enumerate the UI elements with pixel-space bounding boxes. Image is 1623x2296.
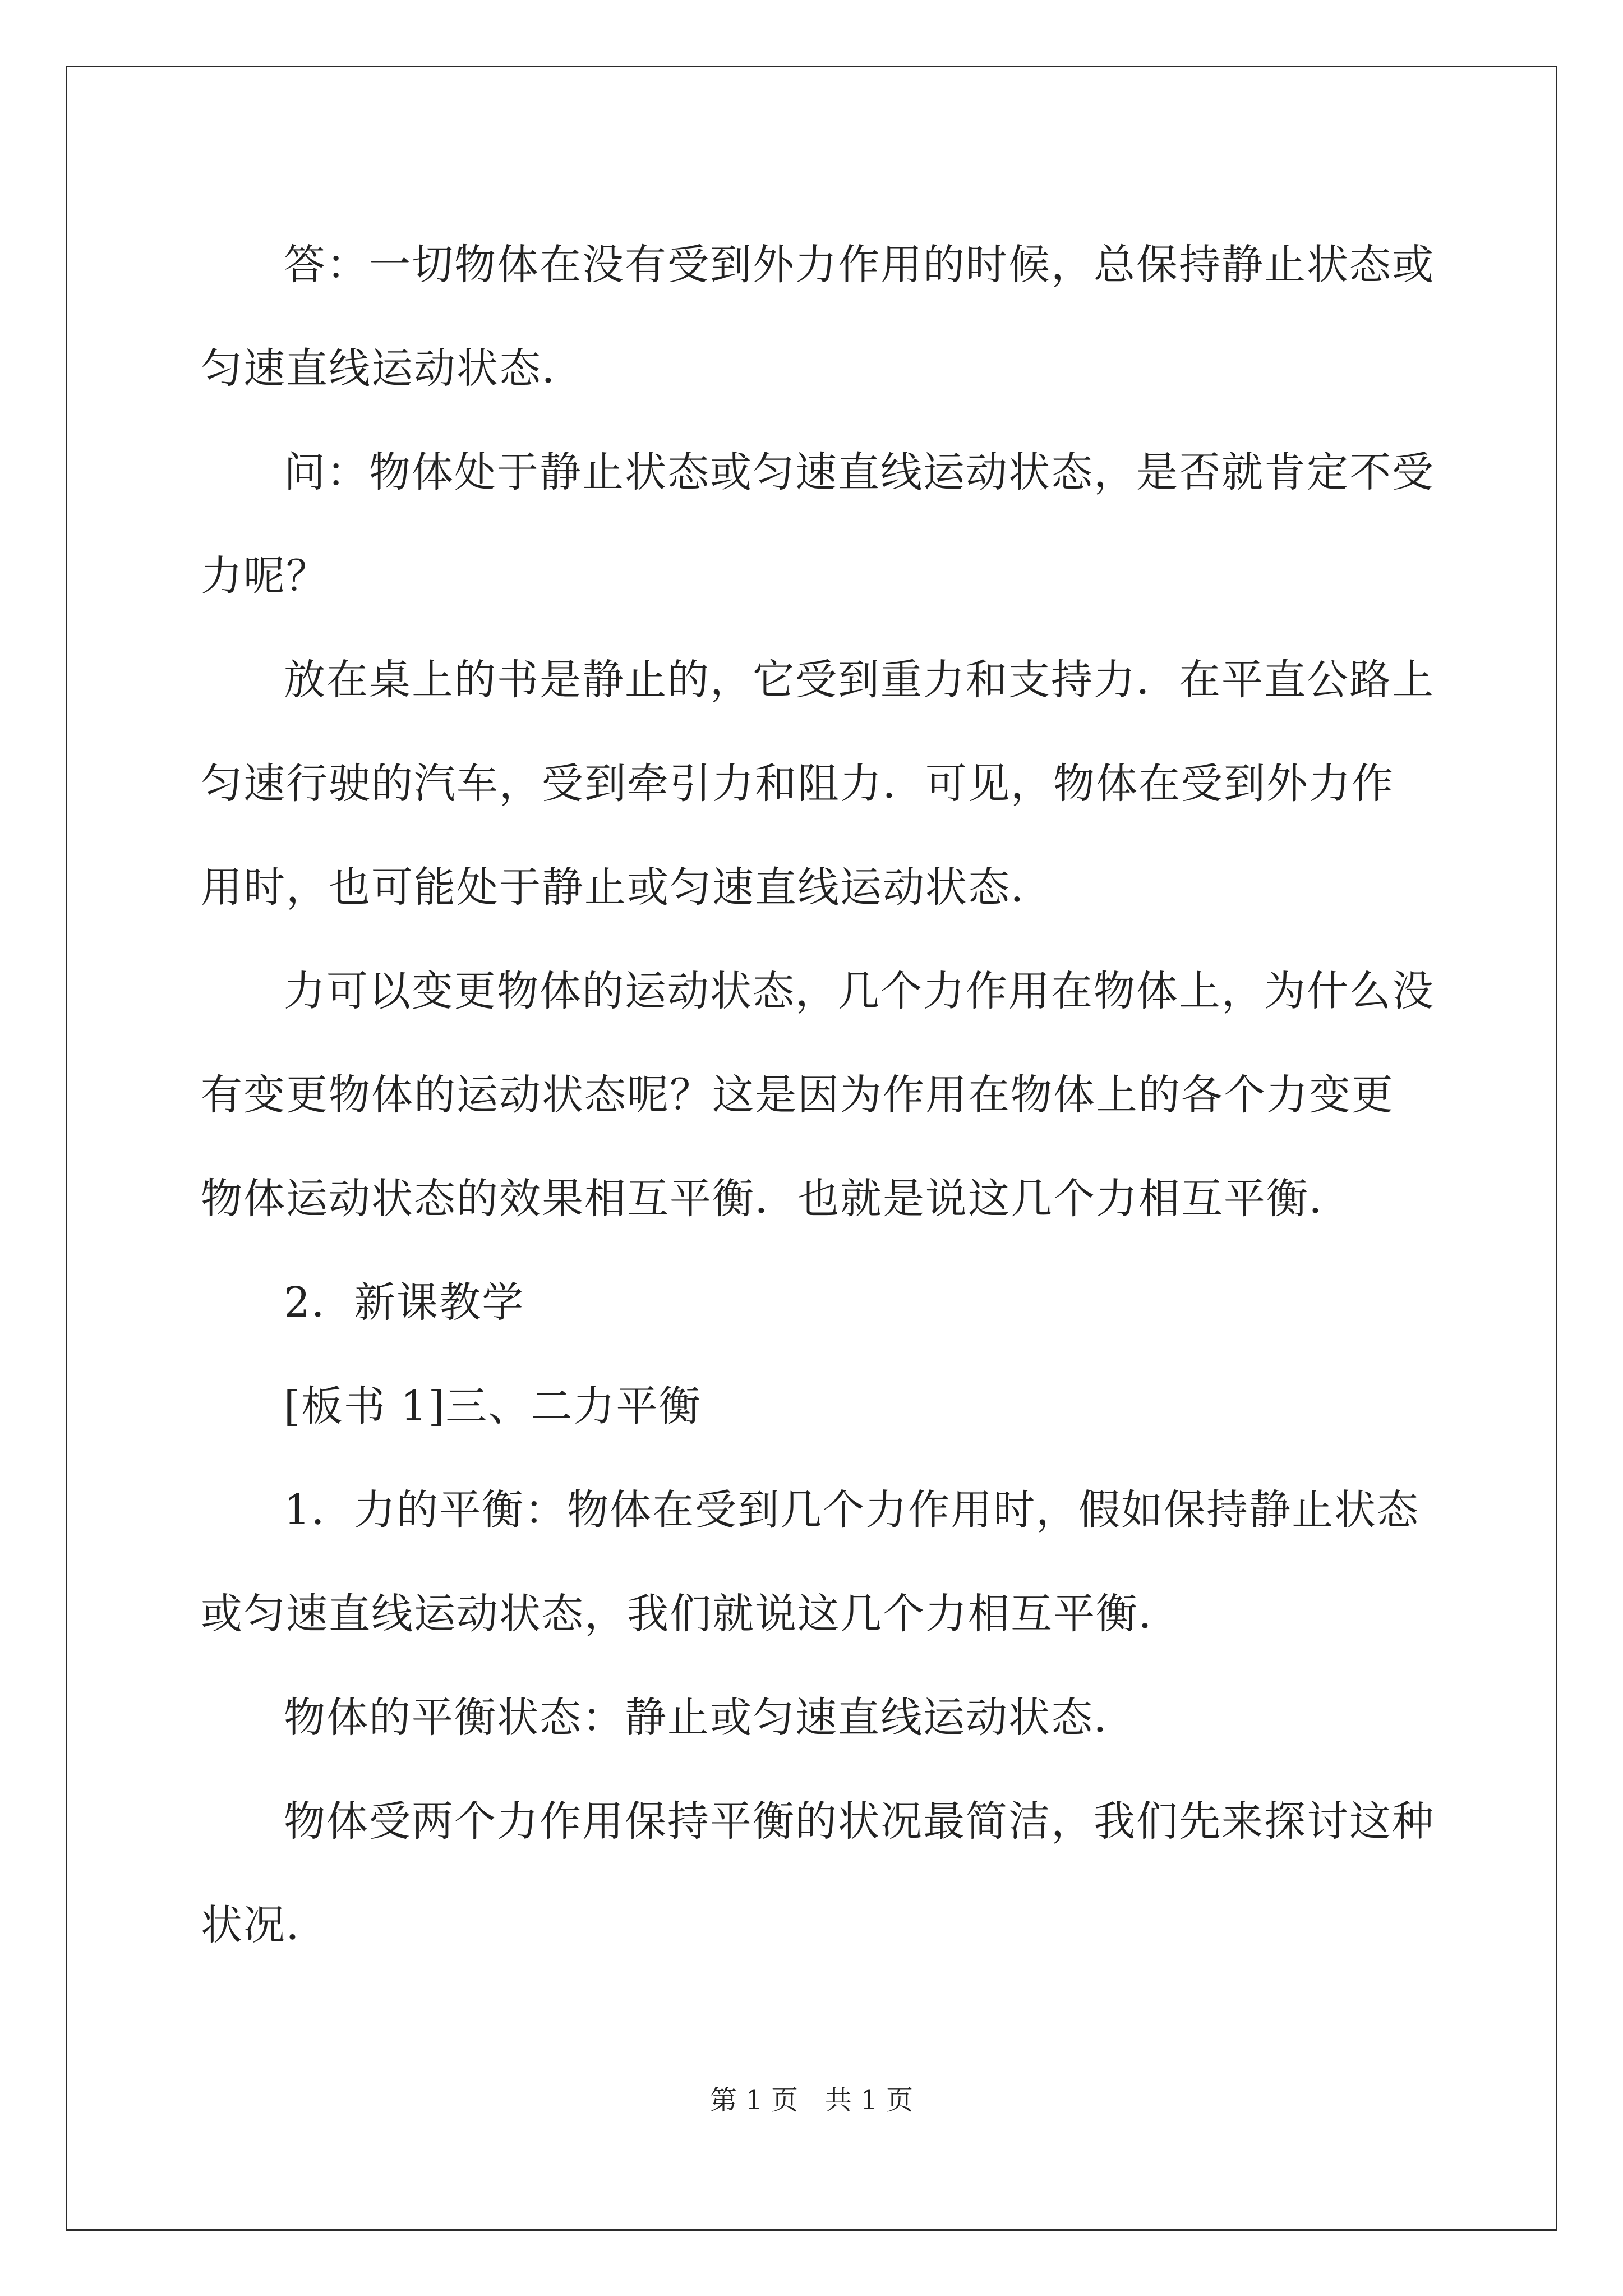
paragraph-force-balance-definition: 1．力的平衡：物体在受到几个力作用时，假如保持静止状态或匀速直线运动状态，我们就说这几个力相互平衡． [201, 1486, 1420, 1638]
page-number-footer: 第 1 页 共 1 页 [709, 2085, 914, 2116]
paragraph-two-forces-case: 物体受两个力作用保持平衡的状况最简洁，我们先来探讨这种状况． [201, 1797, 1435, 1949]
board-heading-two-force-balance: [板书 1]三、二力平衡 [284, 1382, 702, 1430]
paragraph-force-balance-intro: 力可以变更物体的运动状态，几个力作用在物体上，为什么没有变更物体的运动状态呢？这是因为作用在物体上的各个力变更物体运动状态的效果相互平衡．也就是说这几个力相互平衡． [201, 967, 1435, 1223]
section-heading-new-lesson: 2．新课教学 [284, 1278, 525, 1327]
paragraph-book-example: 放在桌上的书是静止的，它受到重力和支持力．在平直公路上匀速行驶的汽车，受到牵引力和阻力．可见，物体在受到外力作用时，也可能处于静止或匀速直线运动状态． [201, 656, 1435, 912]
paragraph-answer: 答：一切物体在没有受到外力作用的时候，总保持静止状态或匀速直线运动状态． [201, 241, 1435, 393]
paragraph-question: 问：物体处于静止状态或匀速直线运动状态，是否就肯定不受力呢？ [201, 448, 1435, 600]
paragraph-equilibrium-state: 物体的平衡状态：静止或匀速直线运动状态． [284, 1694, 1136, 1742]
document-body [201, 213, 1435, 1977]
